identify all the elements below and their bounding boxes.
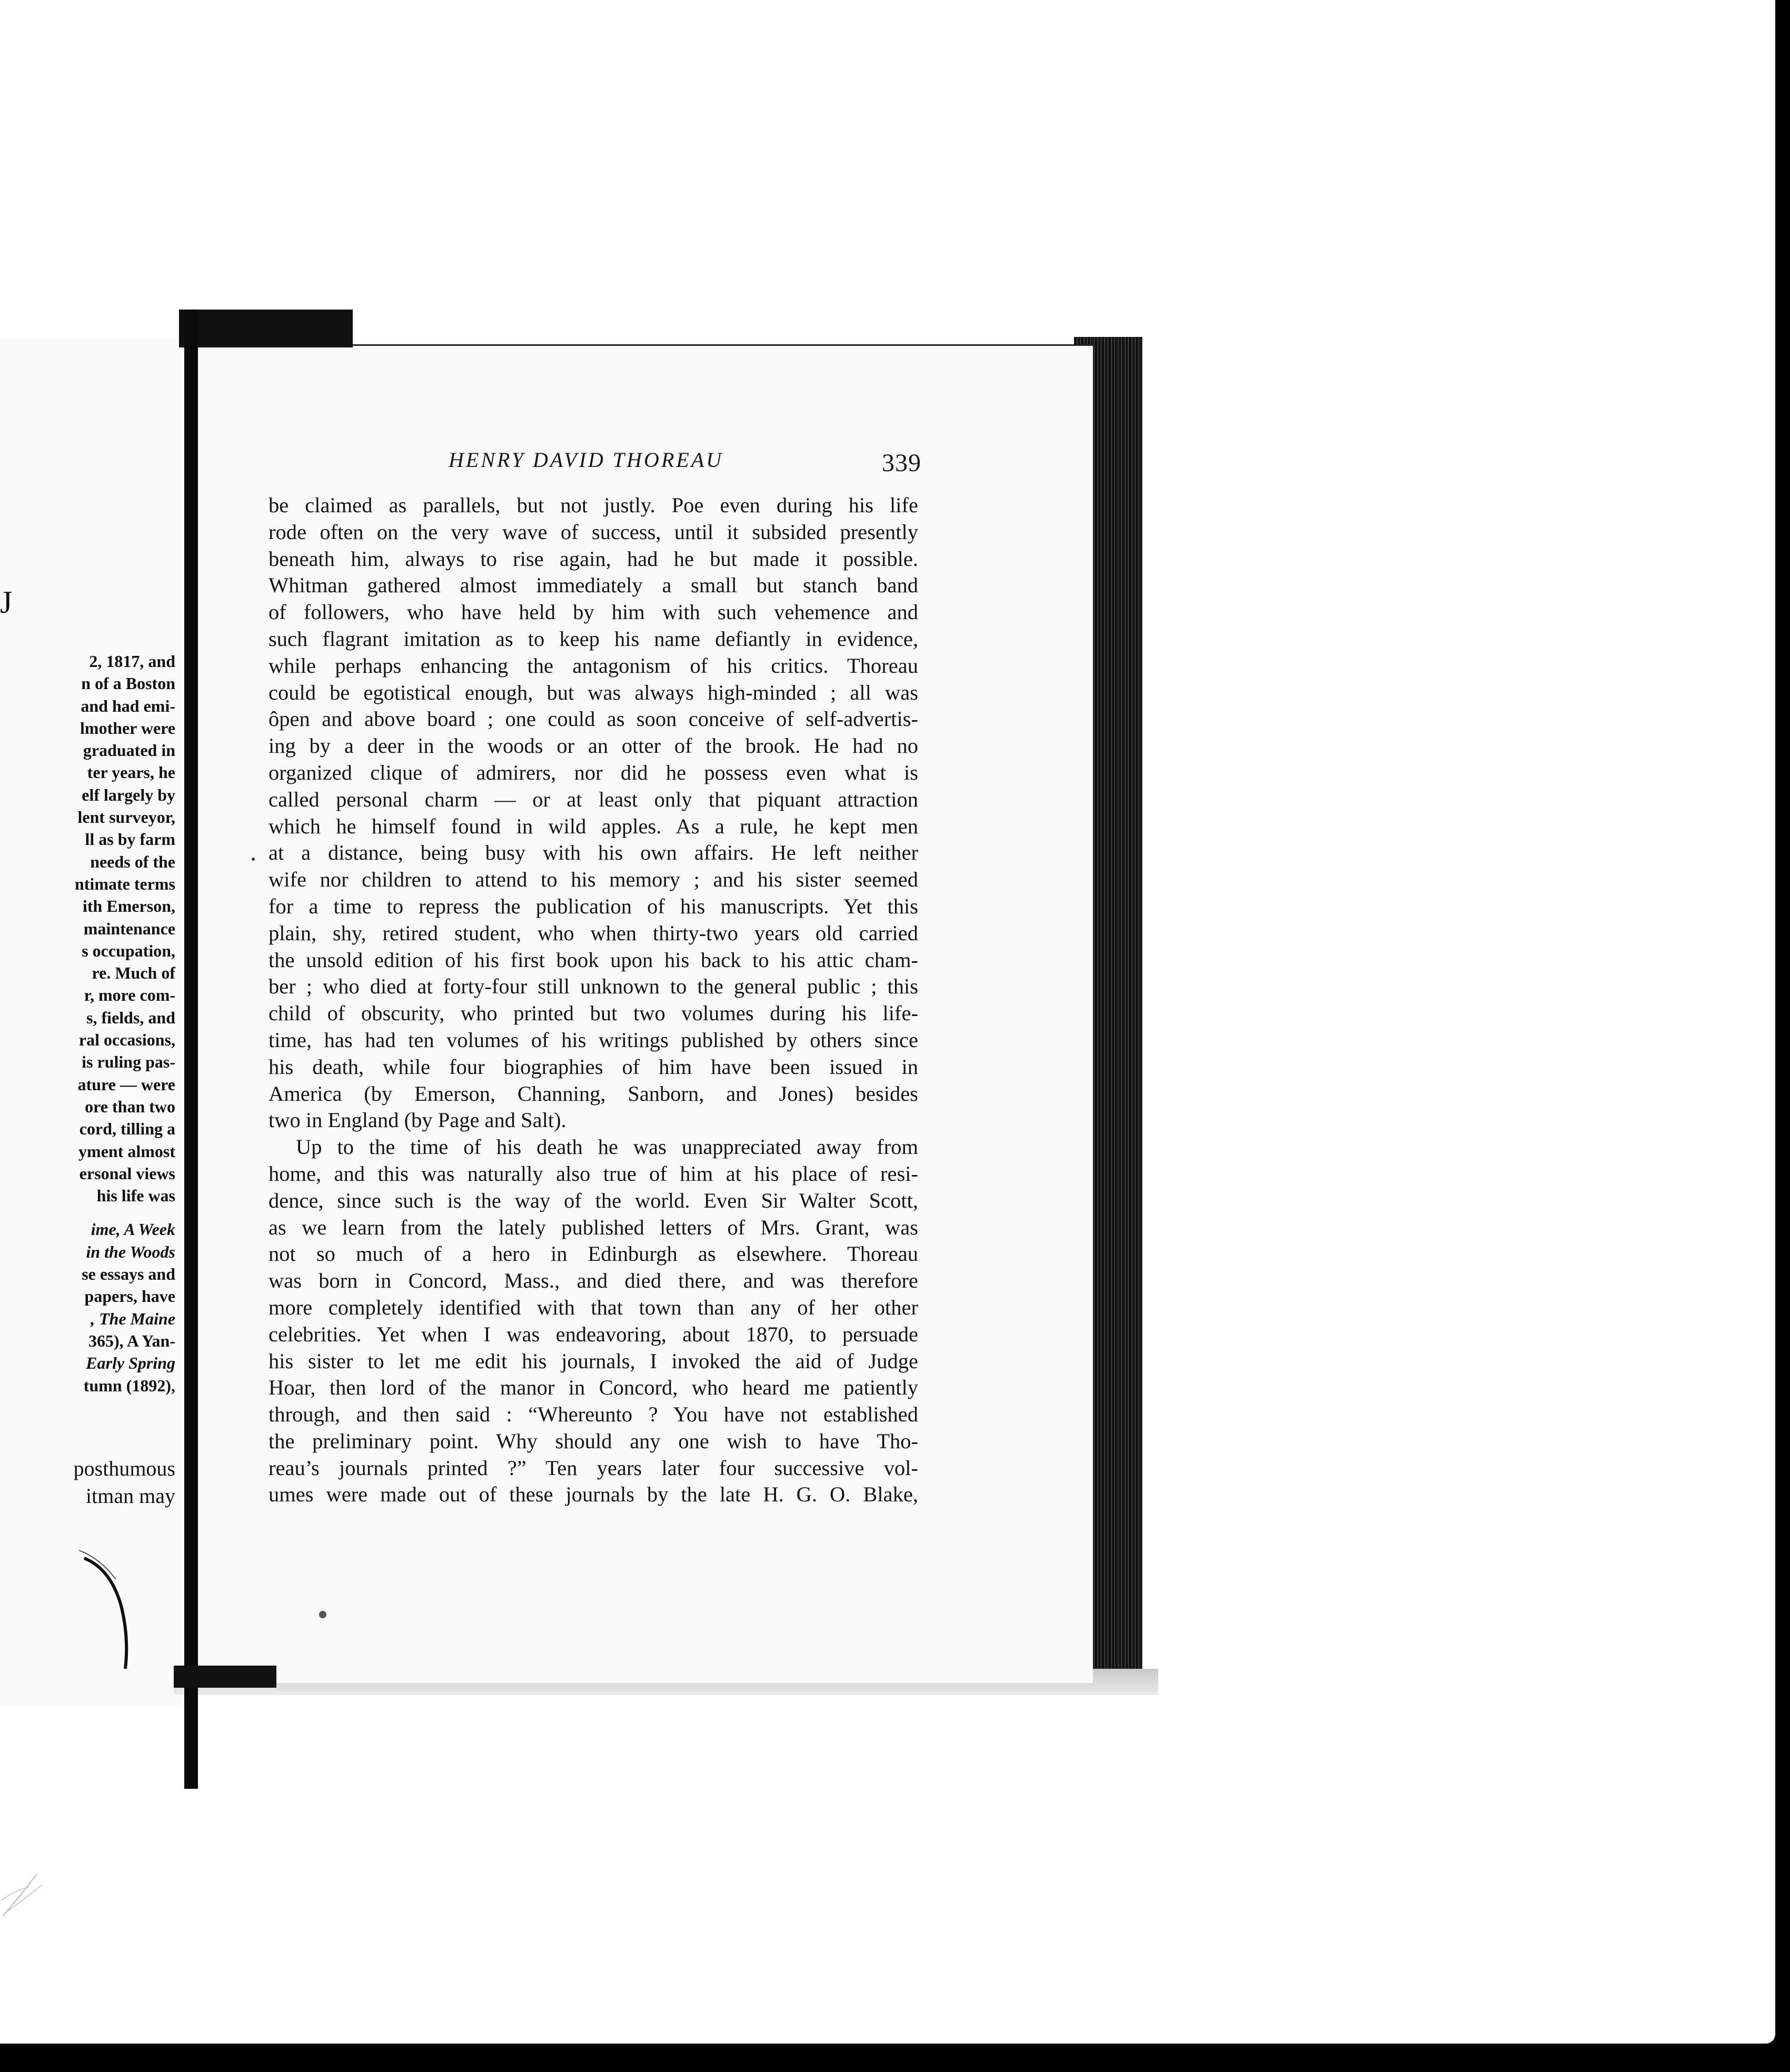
book-gutter xyxy=(184,310,198,1789)
left-line: graduated in xyxy=(83,741,175,760)
page-number: 339 xyxy=(882,449,921,477)
left-line: , The Maine xyxy=(91,1309,175,1328)
text-line: organized clique of admirers, nor did he possess even what is xyxy=(268,760,918,784)
left-line: maintenance xyxy=(83,919,175,938)
text-line: more completely identified with that town than any of her other xyxy=(268,1295,918,1319)
margin-speck xyxy=(252,858,255,861)
page-curl-mark xyxy=(79,1548,142,1674)
spine-top-shadow xyxy=(179,310,353,347)
text-line: ôpen and above board ; one could as soon conceive of self-advertis- xyxy=(268,707,918,731)
left-line: n of a Boston xyxy=(81,674,175,693)
left-line: lent surveyor, xyxy=(77,808,175,827)
pencil-scribble xyxy=(0,1858,74,1921)
left-line: his life was xyxy=(96,1186,175,1206)
left-line: yment almost xyxy=(78,1141,175,1161)
left-line: tumn (1892), xyxy=(83,1376,175,1395)
left-line: ime, A Week xyxy=(91,1220,175,1239)
running-head: HENRY DAVID THOREAU xyxy=(449,448,724,472)
text-line: Hoar, then lord of the manor in Concord, who heard me patiently xyxy=(268,1376,918,1400)
left-line: r, more com- xyxy=(84,985,175,1005)
text-line: for a time to repress the publication of his manuscripts. Yet this xyxy=(268,894,918,918)
text-line: America (by Emerson, Channing, Sanborn, and Jones) besides xyxy=(268,1081,918,1105)
text-line: was born in Concord, Mass., and died there, and was therefore xyxy=(268,1269,918,1293)
text-line: dence, since such is the way of the world. Even Sir Walter Scott, xyxy=(268,1188,918,1212)
text-line: as we learn from the lately published letters of Mrs. Grant, was xyxy=(268,1215,918,1239)
left-line: ore than two xyxy=(85,1097,175,1116)
text-line: the unsold edition of his first book upon his back to his attic cham- xyxy=(268,948,918,972)
left-line: 2, 1817, and xyxy=(89,652,175,671)
left-line: elf largely by xyxy=(82,785,175,804)
left-line: cord, tilling a xyxy=(79,1119,175,1139)
text-line: child of obscurity, who printed but two volumes during his life- xyxy=(268,1001,918,1025)
text-line: rode often on the very wave of success, until it subsided presently xyxy=(268,520,918,544)
paragraph xyxy=(268,492,918,1134)
left-line: se essays and xyxy=(82,1264,175,1284)
text-line: which he himself found in wild apples. As a rule, he kept men xyxy=(268,814,918,838)
text-line: called personal charm — or at least only that piquant attraction xyxy=(268,787,918,811)
text-line: his sister to let me edit his journals, I invoked the aid of Judge xyxy=(268,1349,918,1373)
text-line: such flagrant imitation as to keep his name defiantly in evidence, xyxy=(268,626,918,651)
text-line: of followers, who have held by him with such vehemence and xyxy=(268,600,918,624)
text-line: beneath him, always to rise again, had he but made it possible. xyxy=(268,546,918,571)
text-line: umes were made out of these journals by the late H. G. O. Blake, xyxy=(268,1482,918,1507)
paragraph xyxy=(268,1134,918,1508)
text-line: through, and then said : “Whereunto ? You have not established xyxy=(268,1402,918,1427)
ink-speck xyxy=(319,1611,326,1618)
text-line: home, and this was naturally also true of him at his place of resi- xyxy=(268,1161,918,1186)
left-line: Early Spring xyxy=(86,1353,175,1373)
spine-bottom-shadow xyxy=(174,1666,276,1688)
left-line: needs of the xyxy=(90,852,175,871)
left-page-mark: J xyxy=(0,585,13,620)
left-big-line: itman may xyxy=(86,1484,175,1508)
text-line: while perhaps enhancing the antagonism of his critics. Thoreau xyxy=(268,653,918,678)
left-page-large-fragment xyxy=(74,1455,175,1510)
text-line: his death, while four biographies of him have been issued in xyxy=(268,1054,918,1079)
text-line: Up to the time of his death he was unappreciated away from xyxy=(296,1135,918,1159)
text-line: be claimed as parallels, but not justly. Poe even during his life xyxy=(268,493,918,517)
text-line: not so much of a hero in Edinburgh as elsewhere. Thoreau xyxy=(268,1242,918,1266)
left-line: s occupation, xyxy=(82,941,175,960)
text-line: wife nor children to attend to his memory ; and his sister seemed xyxy=(268,868,918,892)
text-line: could be egotistical enough, but was always high-minded ; all was xyxy=(268,680,918,704)
left-line: ature — were xyxy=(77,1074,175,1094)
text-line: time, has had ten volumes of his writings published by others since xyxy=(268,1028,918,1052)
left-big-line: posthumous xyxy=(73,1457,175,1480)
left-page-text-fragment xyxy=(0,650,175,1397)
left-line: s, fields, and xyxy=(86,1008,175,1027)
page-header xyxy=(263,447,921,479)
text-line: celebrities. Yet when I was endeavoring, about 1870, to persuade xyxy=(268,1322,918,1346)
text-line: reau’s journals printed ?” Ten years later four successive vol- xyxy=(268,1456,918,1480)
left-line: 365), A Yan- xyxy=(88,1331,175,1350)
left-line: ersonal views xyxy=(79,1163,175,1183)
left-line: is ruling pas- xyxy=(82,1052,175,1072)
left-line: ral occasions, xyxy=(78,1030,175,1050)
left-line: in the Woods xyxy=(86,1242,175,1261)
left-facing-page xyxy=(0,337,182,1706)
left-line: papers, have xyxy=(84,1287,175,1306)
text-line: the preliminary point. Why should any one wish to have Tho- xyxy=(268,1429,918,1453)
text-line: Whitman gathered almost immediately a small but stanch band xyxy=(268,573,918,597)
left-line: ter years, he xyxy=(87,763,175,782)
left-line: ntimate terms xyxy=(74,874,175,893)
left-line: lmother were xyxy=(80,718,175,738)
text-line: at a distance, being busy with his own affairs. He left neither xyxy=(268,841,918,865)
text-line: two in England (by Page and Salt). xyxy=(268,1108,566,1132)
left-line: re. Much of xyxy=(92,963,175,983)
text-line: plain, shy, retired student, who when thirty-two years old carried xyxy=(268,921,918,945)
left-line: ll as by farm xyxy=(85,830,175,849)
left-line: and had emi- xyxy=(81,696,175,715)
text-line: ing by a deer in the woods or an otter of the brook. He had no xyxy=(268,734,918,758)
left-line: ith Emerson, xyxy=(83,896,175,916)
body-text xyxy=(268,492,918,1508)
text-line: ber ; who died at forty-four still unknown to the general public ; this xyxy=(268,974,918,999)
